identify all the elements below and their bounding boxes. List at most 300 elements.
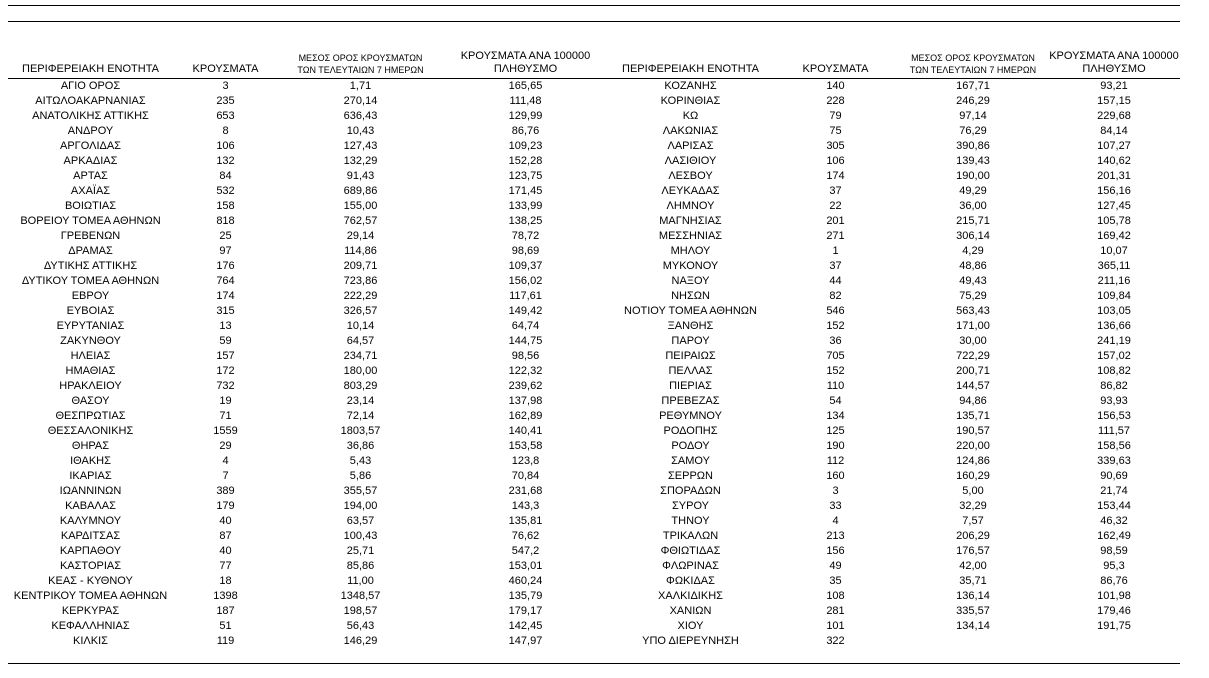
cell-per100k-right: 90,69 <box>1100 470 1128 482</box>
cell-region-right: ΡΕΘΥΜΝΟΥ <box>659 410 722 422</box>
cell-avg7-left: 355,57 <box>343 485 378 497</box>
cell-avg7-right: 94,86 <box>959 395 987 407</box>
cell-per100k-left: 460,24 <box>508 575 543 587</box>
cell-region-left: ΔΥΤΙΚΗΣ ΑΤΤΙΚΗΣ <box>43 260 138 272</box>
cell-per100k-left: 147,97 <box>508 635 543 647</box>
cell-region-left: ΕΥΒΟΙΑΣ <box>66 305 115 317</box>
cell-avg7-right: 136,14 <box>956 590 990 602</box>
cell-region-right: ΞΑΝΘΗΣ <box>667 320 714 332</box>
cell-avg7-right: 134,14 <box>956 620 990 632</box>
table-row <box>8 349 1180 364</box>
cell-per100k-left: 70,84 <box>511 470 540 482</box>
cell-avg7-left: 23,14 <box>346 395 375 407</box>
table-row <box>8 469 1180 484</box>
cell-avg7-right: 246,29 <box>956 95 990 107</box>
cell-per100k-right: 156,53 <box>1097 410 1131 422</box>
cell-per100k-right: 21,74 <box>1100 485 1128 497</box>
table-row <box>8 454 1180 469</box>
table-row <box>8 394 1180 409</box>
header-avg7-line2: ΤΩΝ ΤΕΛΕΥΤΑΙΩΝ 7 ΗΜΕΡΩΝ <box>909 65 1037 75</box>
table-row <box>8 424 1180 439</box>
table-row <box>8 109 1180 124</box>
cell-region-left: ΑΝΑΤΟΛΙΚΗΣ ΑΤΤΙΚΗΣ <box>32 110 149 122</box>
cell-per100k-left: 231,68 <box>508 485 543 497</box>
table-row <box>8 214 1180 229</box>
cell-avg7-left: 234,71 <box>343 350 378 362</box>
cell-per100k-right: 103,05 <box>1097 305 1131 317</box>
cell-region-right: ΣΥΡΟΥ <box>671 500 709 512</box>
cell-region-right: ΧΑΛΚΙΔΙΚΗΣ <box>658 590 723 602</box>
cell-cases-right: 156 <box>826 545 845 557</box>
cell-per100k-right: 169,42 <box>1097 230 1131 242</box>
cell-per100k-left: 109,23 <box>508 140 543 152</box>
cell-avg7-left: 198,57 <box>343 605 378 617</box>
cell-per100k-left: 144,75 <box>508 335 543 347</box>
table-row <box>8 409 1180 424</box>
cell-per100k-right: 93,21 <box>1100 80 1128 92</box>
cell-avg7-left: 1,71 <box>349 80 372 92</box>
cell-region-right: ΧΙΟΥ <box>677 620 704 632</box>
cell-per100k-left: 547,2 <box>511 545 540 557</box>
cell-cases-right: 152 <box>826 320 845 332</box>
cell-per100k-right: 86,82 <box>1100 380 1128 392</box>
cell-avg7-right: 124,86 <box>956 455 990 467</box>
cell-cases-left: 732 <box>216 380 235 392</box>
cell-avg7-right: 49,29 <box>959 185 987 197</box>
cell-region-right: ΚΟΖΑΝΗΣ <box>664 80 717 92</box>
header-avg7-line1: ΜΕΣΟΣ ΟΡΟΣ ΚΡΟΥΣΜΑΤΩΝ <box>911 53 1035 63</box>
cell-cases-left: 3 <box>222 80 229 92</box>
cell-region-left: ΘΕΣΣΑΛΟΝΙΚΗΣ <box>47 425 134 437</box>
cell-region-right: ΧΑΝΙΩΝ <box>669 605 712 617</box>
cell-per100k-right: 211,16 <box>1097 275 1131 287</box>
cell-cases-right: 106 <box>826 155 845 167</box>
table-row <box>8 604 1180 619</box>
cell-region-left: ΚΕΝΤΡΙΚΟΥ ΤΟΜΕΑ ΑΘΗΝΩΝ <box>13 590 168 602</box>
cell-avg7-right: 139,43 <box>956 155 990 167</box>
table-row <box>8 484 1180 499</box>
table-row <box>8 619 1180 634</box>
cell-region-right: ΛΑΚΩΝΙΑΣ <box>662 125 719 137</box>
cell-region-left: ΚΑΡΠΑΘΟΥ <box>59 545 122 557</box>
cell-per100k-right: 191,75 <box>1097 620 1131 632</box>
cell-per100k-left: 123,8 <box>511 455 540 467</box>
header-avg7-left <box>278 45 443 79</box>
cell-region-left: ΑΡΓΟΛΙΔΑΣ <box>60 140 121 152</box>
cell-per100k-left: 152,28 <box>508 155 543 167</box>
cell-per100k-left: 129,99 <box>508 110 543 122</box>
cell-cases-left: 4 <box>222 455 229 467</box>
cell-avg7-right: 206,29 <box>956 530 990 542</box>
cell-avg7-left: 1348,57 <box>340 590 381 602</box>
cell-region-left: ΗΡΑΚΛΕΙΟΥ <box>59 380 122 392</box>
cell-cases-right: 54 <box>829 395 842 407</box>
cell-cases-right: 201 <box>826 215 845 227</box>
cell-avg7-right: 176,57 <box>956 545 990 557</box>
cell-region-left: ΘΗΡΑΣ <box>71 440 110 452</box>
cell-per100k-right: 86,76 <box>1100 575 1128 587</box>
cell-per100k-left: 123,75 <box>508 170 543 182</box>
cell-per100k-right: 93,93 <box>1100 395 1128 407</box>
header-per100k-left <box>443 45 608 79</box>
cell-cases-left: 97 <box>219 245 232 257</box>
table-row <box>8 439 1180 454</box>
header-region-left: ΠΕΡΙΦΕΡΕΙΑΚΗ ΕΝΟΤΗΤΑ <box>8 45 173 79</box>
cell-avg7-right: 215,71 <box>956 215 990 227</box>
cell-avg7-right: 7,57 <box>962 515 984 527</box>
cell-per100k-right <box>1048 634 1180 649</box>
table-row <box>8 154 1180 169</box>
cell-cases-right: 79 <box>829 110 842 122</box>
cell-per100k-right: 10,07 <box>1100 245 1128 257</box>
cell-cases-left: 8 <box>222 125 229 137</box>
cell-cases-left: 132 <box>216 155 235 167</box>
cell-region-left: ΚΑΡΔΙΤΣΑΣ <box>60 530 121 542</box>
cell-avg7-right: 190,00 <box>956 170 990 182</box>
cell-per100k-left: 156,02 <box>508 275 543 287</box>
cell-region-left: ΒΟΡΕΙΟΥ ΤΟΜΕΑ ΑΘΗΝΩΝ <box>20 215 161 227</box>
cell-cases-right: 44 <box>829 275 842 287</box>
cell-avg7-right: 167,71 <box>956 80 990 92</box>
cell-region-right: ΦΛΩΡΙΝΑΣ <box>662 560 719 572</box>
cell-per100k-left: 133,99 <box>508 200 543 212</box>
cell-per100k-left: 64,74 <box>511 320 540 332</box>
cell-per100k-left: 135,81 <box>508 515 543 527</box>
cell-avg7-left: 803,29 <box>343 380 378 392</box>
cell-cases-right: 110 <box>826 380 845 392</box>
cell-avg7-right: 76,29 <box>959 125 987 137</box>
cell-cases-right: 322 <box>826 635 845 647</box>
cell-avg7-right: 5,00 <box>962 485 984 497</box>
table-row <box>8 529 1180 544</box>
cell-region-right: ΤΗΝΟΥ <box>671 515 710 527</box>
cell-cases-right: 160 <box>826 470 845 482</box>
cell-avg7-left: 723,86 <box>343 275 378 287</box>
cell-region-right: ΝΗΣΩΝ <box>671 290 710 302</box>
header-per100k-line2: ΠΛΗΘΥΣΜΟ <box>493 63 558 75</box>
table-row <box>8 244 1180 259</box>
table-row <box>8 574 1180 589</box>
cell-avg7-right <box>898 634 1048 649</box>
cell-cases-right: 281 <box>826 605 845 617</box>
cell-avg7-left: 5,43 <box>349 455 372 467</box>
cell-cases-right: 228 <box>826 95 845 107</box>
cell-region-right: ΡΟΔΟΠΗΣ <box>663 425 718 437</box>
cell-avg7-left: 180,00 <box>343 365 378 377</box>
cell-per100k-left: 171,45 <box>508 185 543 197</box>
cell-avg7-left: 194,00 <box>343 500 378 512</box>
cell-region-right: ΣΕΡΡΩΝ <box>668 470 713 482</box>
cell-region-left: ΚΕΦΑΛΛΗΝΙΑΣ <box>51 620 130 632</box>
cell-avg7-left: 72,14 <box>346 410 375 422</box>
cell-avg7-left: 636,43 <box>343 110 378 122</box>
cell-region-right: ΣΑΜΟΥ <box>671 455 710 467</box>
cell-per100k-right: 157,15 <box>1097 95 1131 107</box>
cell-region-left: ΚΕΑΣ - ΚΥΘΝΟΥ <box>48 575 133 587</box>
cell-cases-right: 134 <box>826 410 845 422</box>
header-avg7-right <box>898 45 1048 79</box>
cell-region-right: ΠΕΛΛΑΣ <box>668 365 713 377</box>
table-row <box>8 364 1180 379</box>
cell-region-left: ΕΒΡΟΥ <box>71 290 110 302</box>
cell-avg7-right: 306,14 <box>956 230 990 242</box>
cell-region-left: ΚΑΒΑΛΑΣ <box>65 500 116 512</box>
cell-avg7-left: 63,57 <box>346 515 375 527</box>
table-row <box>8 634 1180 649</box>
cell-region-left: ΚΑΣΤΟΡΙΑΣ <box>59 560 122 572</box>
cell-avg7-left: 11,00 <box>347 575 374 587</box>
cell-region-right: ΜΗΛΟΥ <box>670 245 711 257</box>
cell-region-left: ΙΚΑΡΙΑΣ <box>69 470 112 482</box>
cell-avg7-left: 100,43 <box>343 530 378 542</box>
cell-cases-right: 108 <box>826 590 845 602</box>
cell-cases-right: 174 <box>826 170 845 182</box>
cell-per100k-right: 101,98 <box>1097 590 1131 602</box>
cell-region-right: ΛΗΜΝΟΥ <box>666 200 715 212</box>
table-row <box>8 184 1180 199</box>
cell-per100k-right: 105,78 <box>1097 215 1131 227</box>
cell-cases-left: 818 <box>216 215 235 227</box>
cell-avg7-right: 42,00 <box>959 560 987 572</box>
cell-avg7-right: 722,29 <box>956 350 990 362</box>
cell-per100k-right: 107,27 <box>1097 140 1131 152</box>
table-row <box>8 379 1180 394</box>
table-row <box>8 94 1180 109</box>
cell-region-left: ΙΘΑΚΗΣ <box>70 455 111 467</box>
cell-per100k-right: 108,82 <box>1097 365 1131 377</box>
table-body <box>8 79 1180 650</box>
table-row <box>8 274 1180 289</box>
cell-cases-right: 36 <box>829 335 842 347</box>
cell-region-right: ΚΟΡΙΝΘΙΑΣ <box>660 95 721 107</box>
cell-avg7-right: 390,86 <box>956 140 990 152</box>
cell-cases-right: 82 <box>829 290 842 302</box>
cell-per100k-left: 135,79 <box>508 590 543 602</box>
cell-per100k-right: 241,19 <box>1097 335 1131 347</box>
cell-per100k-right: 109,84 <box>1097 290 1131 302</box>
cell-avg7-left: 10,14 <box>346 320 375 332</box>
cell-avg7-left: 326,57 <box>343 305 378 317</box>
cell-per100k-left: 153,01 <box>508 560 543 572</box>
cell-cases-right: 140 <box>826 80 845 92</box>
cell-per100k-left: 76,62 <box>511 530 540 542</box>
cell-cases-right: 75 <box>829 125 842 137</box>
table-row <box>8 139 1180 154</box>
cell-region-right: ΤΡΙΚΑΛΩΝ <box>662 530 719 542</box>
cell-region-left: ΘΑΣΟΥ <box>71 395 110 407</box>
cell-per100k-right: 157,02 <box>1097 350 1131 362</box>
cell-avg7-right: 144,57 <box>956 380 990 392</box>
cell-avg7-left: 56,43 <box>346 620 375 632</box>
cell-region-right: ΠΕΙΡΑΙΩΣ <box>665 350 716 362</box>
cell-cases-left: 51 <box>219 620 232 632</box>
cell-per100k-right: 162,49 <box>1097 530 1131 542</box>
table-row <box>8 169 1180 184</box>
header-per100k-line1: ΚΡΟΥΣΜΑΤΑ ΑΝΑ 100000 <box>1049 50 1179 62</box>
cell-cases-left: 7 <box>222 470 229 482</box>
cell-cases-right: 112 <box>826 455 845 467</box>
cell-per100k-right: 153,44 <box>1097 500 1131 512</box>
cell-avg7-left: 155,00 <box>343 200 378 212</box>
cell-per100k-right: 339,63 <box>1097 455 1131 467</box>
cell-region-left: ΑΝΔΡΟΥ <box>67 125 114 137</box>
cell-per100k-left: 137,98 <box>508 395 543 407</box>
cell-region-left: ΑΡΤΑΣ <box>73 170 108 182</box>
cell-per100k-right: 136,66 <box>1097 320 1131 332</box>
cell-avg7-left: 36,86 <box>346 440 375 452</box>
cell-region-left: ΚΕΡΚΥΡΑΣ <box>61 605 120 617</box>
cell-avg7-left: 91,43 <box>346 170 375 182</box>
cell-per100k-left: 117,61 <box>509 290 542 302</box>
cell-avg7-right: 335,57 <box>956 605 990 617</box>
regional-cases-table <box>8 45 1180 649</box>
bottom-rule <box>8 663 1180 664</box>
cell-cases-right: 213 <box>826 530 845 542</box>
cell-avg7-right: 220,00 <box>956 440 990 452</box>
cell-cases-left: 176 <box>216 260 235 272</box>
cell-region-left: ΗΜΑΘΙΑΣ <box>65 365 116 377</box>
cell-cases-left: 174 <box>216 290 235 302</box>
table-row <box>8 319 1180 334</box>
cell-avg7-right: 49,43 <box>959 275 987 287</box>
cell-per100k-right: 229,68 <box>1097 110 1131 122</box>
cell-region-right: ΠΑΡΟΥ <box>671 335 710 347</box>
cell-per100k-right: 158,56 <box>1097 440 1131 452</box>
cell-avg7-left: 270,14 <box>343 95 378 107</box>
header-per100k-line1: ΚΡΟΥΣΜΑΤΑ ΑΝΑ 100000 <box>460 50 591 62</box>
cell-cases-left: 18 <box>219 575 232 587</box>
cell-per100k-left: 122,32 <box>508 365 543 377</box>
cell-per100k-left: 162,89 <box>508 410 543 422</box>
cell-avg7-right: 75,29 <box>959 290 987 302</box>
cell-avg7-left: 1803,57 <box>340 425 381 437</box>
cell-region-right: ΛΑΡΙΣΑΣ <box>667 140 714 152</box>
cell-region-right: ΜΕΣΣΗΝΙΑΣ <box>658 230 723 242</box>
cell-cases-left: 172 <box>216 365 235 377</box>
cell-avg7-right: 200,71 <box>956 365 990 377</box>
cell-per100k-right: 84,14 <box>1100 125 1128 137</box>
cell-avg7-right: 35,71 <box>959 575 987 587</box>
cell-per100k-right: 179,46 <box>1097 605 1131 617</box>
top-rule <box>8 5 1180 6</box>
cell-avg7-left: 5,86 <box>349 470 372 482</box>
cell-avg7-right: 563,43 <box>956 305 990 317</box>
cell-cases-left: 119 <box>216 635 235 647</box>
cell-per100k-left: 153,58 <box>508 440 543 452</box>
cell-avg7-left: 132,29 <box>343 155 378 167</box>
cell-per100k-right: 365,11 <box>1097 260 1131 272</box>
cell-per100k-left: 111,48 <box>509 95 542 107</box>
cell-per100k-left: 109,37 <box>508 260 543 272</box>
cell-region-left: ΚΑΛΥΜΝΟΥ <box>59 515 122 527</box>
cell-per100k-left: 165,65 <box>508 80 543 92</box>
cell-cases-left: 157 <box>216 350 235 362</box>
cell-cases-left: 315 <box>216 305 235 317</box>
cell-cases-left: 25 <box>219 230 232 242</box>
header-cases-right: ΚΡΟΥΣΜΑΤΑ <box>773 45 898 79</box>
cell-per100k-right: 111,57 <box>1097 425 1130 437</box>
table-header-row <box>8 45 1180 79</box>
cell-cases-left: 389 <box>216 485 235 497</box>
table-row <box>8 544 1180 559</box>
cell-cases-right: 33 <box>829 500 842 512</box>
cell-per100k-left: 98,56 <box>511 350 540 362</box>
cell-per100k-left: 179,17 <box>508 605 543 617</box>
cell-avg7-left: 114,86 <box>344 245 377 257</box>
cell-cases-right: 190 <box>826 440 845 452</box>
cell-cases-left: 235 <box>216 95 235 107</box>
cell-region-right: ΣΠΟΡΑΔΩΝ <box>660 485 721 497</box>
cell-cases-left: 19 <box>219 395 232 407</box>
cell-cases-left: 764 <box>216 275 235 287</box>
table-row <box>8 304 1180 319</box>
header-per100k-line2: ΠΛΗΘΥΣΜΟ <box>1082 63 1146 75</box>
cell-avg7-right: 135,71 <box>956 410 990 422</box>
cell-region-left: ΗΛΕΙΑΣ <box>70 350 111 362</box>
cell-region-left: ΕΥΡΥΤΑΝΙΑΣ <box>56 320 125 332</box>
cell-cases-left: 158 <box>216 200 235 212</box>
cell-per100k-right: 156,16 <box>1097 185 1131 197</box>
cell-avg7-right: 160,29 <box>956 470 990 482</box>
cell-cases-right: 49 <box>829 560 842 572</box>
cell-cases-right: 152 <box>826 365 845 377</box>
cell-avg7-right: 36,00 <box>959 200 987 212</box>
cell-region-left: ΙΩΑΝΝΙΝΩΝ <box>59 485 122 497</box>
cell-cases-left: 84 <box>219 170 232 182</box>
cell-cases-right: 37 <box>829 260 842 272</box>
cell-cases-left: 87 <box>219 530 232 542</box>
cell-cases-left: 29 <box>219 440 232 452</box>
cell-region-right: ΥΠΟ ΔΙΕΡΕΥΝΗΣΗ <box>642 635 739 647</box>
table-row <box>8 499 1180 514</box>
cell-cases-left: 13 <box>219 320 232 332</box>
cell-region-left: ΚΙΛΚΙΣ <box>73 635 108 647</box>
cell-region-left: ΖΑΚΥΝΘΟΥ <box>60 335 121 347</box>
cell-avg7-right: 30,00 <box>959 335 987 347</box>
cell-cases-right: 35 <box>829 575 842 587</box>
cell-region-left: ΓΡΕΒΕΝΩΝ <box>60 230 121 242</box>
cell-cases-left: 532 <box>216 185 235 197</box>
cell-avg7-right: 32,29 <box>959 500 987 512</box>
header-avg7-line1: ΜΕΣΟΣ ΟΡΟΣ ΚΡΟΥΣΜΑΤΩΝ <box>298 53 423 63</box>
cell-per100k-left: 86,76 <box>511 125 540 137</box>
cell-avg7-left: 209,71 <box>343 260 378 272</box>
cell-avg7-right: 97,14 <box>959 110 987 122</box>
cell-region-left: ΑΡΚΑΔΙΑΣ <box>63 155 118 167</box>
cell-per100k-left: 143,3 <box>511 500 540 512</box>
cell-avg7-right: 171,00 <box>956 320 990 332</box>
cell-region-right: ΦΘΙΩΤΙΔΑΣ <box>660 545 721 557</box>
cell-cases-right: 305 <box>826 140 845 152</box>
cell-per100k-right: 46,32 <box>1100 515 1128 527</box>
cell-avg7-left: 762,57 <box>343 215 378 227</box>
cell-cases-right: 271 <box>826 230 845 242</box>
cell-region-right: ΚΩ <box>682 110 699 122</box>
cell-avg7-left: 85,86 <box>346 560 375 572</box>
header-avg7-line2: ΤΩΝ ΤΕΛΕΥΤΑΙΩΝ 7 ΗΜΕΡΩΝ <box>297 65 424 75</box>
cell-per100k-right: 127,45 <box>1097 200 1131 212</box>
cell-cases-right: 546 <box>826 305 845 317</box>
cell-per100k-left: 239,62 <box>508 380 543 392</box>
cell-cases-left: 77 <box>219 560 232 572</box>
cell-region-right: ΠΙΕΡΙΑΣ <box>669 380 712 392</box>
cell-per100k-right: 140,62 <box>1097 155 1131 167</box>
cell-cases-right: 101 <box>826 620 845 632</box>
table-row <box>8 514 1180 529</box>
cell-cases-left: 40 <box>219 515 232 527</box>
cell-cases-right: 4 <box>832 515 839 527</box>
cell-avg7-left: 29,14 <box>346 230 375 242</box>
